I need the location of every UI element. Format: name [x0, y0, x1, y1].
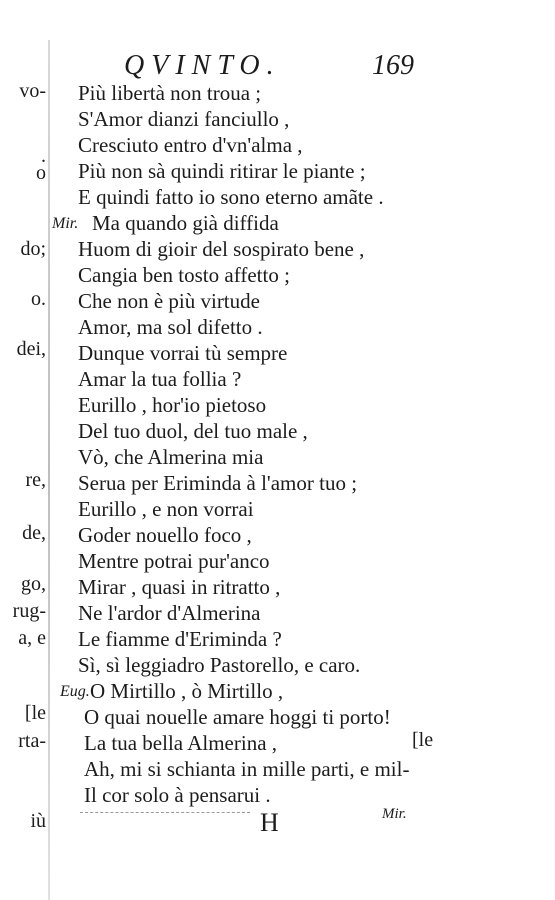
verse-line: Che non è più virtude	[78, 289, 260, 313]
turnover-bracket: [le	[412, 729, 434, 751]
verse-line: Sì, sì leggiadro Pastorello, e caro.	[78, 653, 361, 677]
verse-line: Goder nouello foco ,	[78, 523, 252, 547]
verse-line: Cangia ben tosto affetto ;	[78, 263, 290, 287]
verse-line: E quindi fatto io sono eterno amãte .	[78, 185, 384, 209]
facing-fragment: go,	[21, 573, 46, 595]
speaker-label: Eug.	[60, 683, 90, 700]
facing-fragment: dei,	[16, 338, 46, 360]
verse-line: Eurillo , e non vorrai	[78, 497, 254, 521]
catchword: Mir.	[382, 806, 407, 822]
verse-line: O quai nouelle amare hoggi ti porto!	[84, 705, 391, 729]
facing-fragment: iù	[30, 810, 46, 832]
verse-line: Più libertà non troua ;	[78, 81, 262, 105]
page-number: 169	[372, 50, 414, 81]
verse-line: Amor, ma sol difetto .	[78, 315, 263, 339]
verse-line: Mirar , quasi in ritratto ,	[78, 575, 281, 599]
verse-line: Huom di gioir del sospirato bene ,	[78, 237, 365, 261]
verse-line: Amar la tua follia ?	[78, 367, 242, 391]
speaker-label: Mir.	[52, 215, 79, 232]
facing-fragment: vo-	[19, 80, 46, 102]
verse-line: Ma quando già diffida	[92, 211, 279, 235]
facing-fragment: .	[41, 145, 46, 167]
gutter-shadow	[48, 40, 50, 900]
verse-line: Eurillo , hor'io pietoso	[78, 393, 267, 417]
verse-line: Serua per Eriminda à l'amor tuo ;	[78, 471, 358, 495]
verse-line: Mentre potrai pur'anco	[78, 549, 270, 573]
verse-line: Cresciuto entro d'vn'alma ,	[78, 133, 303, 157]
verse-line: Dunque vorrai tù sempre	[78, 341, 288, 365]
facing-fragment: rug-	[12, 600, 46, 622]
verse-line: Più non sà quindi ritirar le piante ;	[78, 159, 366, 183]
facing-page-edge	[0, 0, 48, 900]
facing-fragment: do;	[20, 238, 46, 260]
facing-fragment: rta-	[18, 730, 46, 752]
verse-line: La tua bella Almerina ,	[84, 731, 278, 755]
facing-fragment: de,	[22, 522, 46, 544]
facing-fragment: [le	[24, 702, 46, 724]
signature-mark: H	[260, 808, 279, 837]
verse-line: Le fiamme d'Eriminda ?	[78, 627, 282, 651]
verse-line: S'Amor dianzi fanciullo ,	[78, 107, 290, 131]
facing-fragment: re,	[25, 469, 46, 491]
verse-line: Vò, che Almerina mia	[78, 445, 264, 469]
verse-line: Ah, mi si schianta in mille parti, e mil-	[84, 757, 410, 781]
running-head: QVINTO.	[124, 50, 281, 81]
verse-line: O Mirtillo , ò Mirtillo ,	[90, 679, 284, 703]
footer-rule	[80, 812, 250, 814]
verse-line: Il cor solo à pensarui .	[84, 783, 271, 807]
facing-fragment: a, e	[18, 627, 46, 649]
verse-line: Ne l'ardor d'Almerina	[78, 601, 261, 625]
verse-line: Del tuo duol, del tuo male ,	[78, 419, 308, 443]
facing-fragment: o	[36, 162, 46, 184]
facing-fragment: o.	[31, 288, 46, 310]
